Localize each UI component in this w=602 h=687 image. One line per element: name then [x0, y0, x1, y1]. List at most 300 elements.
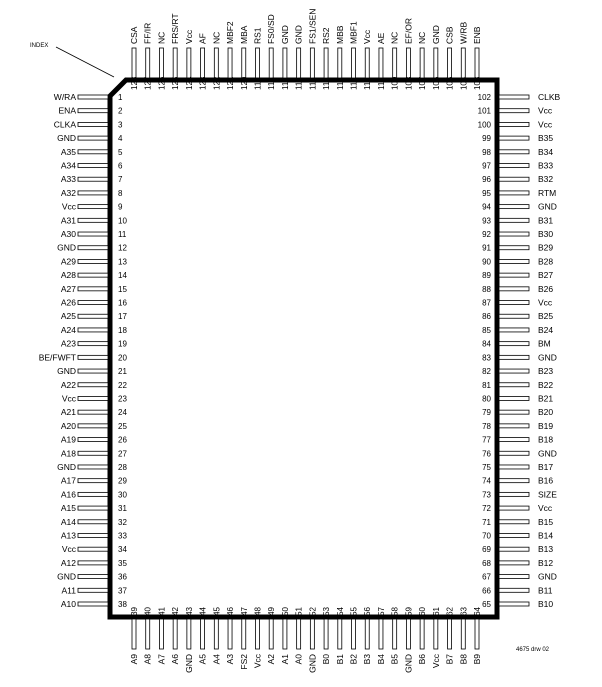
pin-number-label: 18	[118, 325, 127, 335]
index-pointer	[56, 47, 114, 77]
pin-name-label: RS2	[321, 27, 332, 44]
pin-name-label: A25	[60, 311, 76, 322]
pin-number-label: 45	[212, 607, 222, 616]
pin-name-label: BE/FWFT	[38, 352, 76, 363]
pin-number-label: 128	[130, 76, 139, 90]
pin-name-label: B24	[538, 324, 554, 335]
pin-name-label: A16	[60, 489, 76, 500]
pin-name-label: A4	[211, 654, 222, 665]
pin-name-label: A7	[156, 654, 167, 665]
pin-number-label: 34	[118, 545, 127, 555]
pin-name-label: B21	[538, 393, 554, 404]
pin-number-label: 66	[482, 586, 491, 596]
pin-number-label: 90	[482, 257, 491, 267]
pin-number-label: 93	[482, 216, 491, 226]
pin-name-label: Vcc	[538, 503, 553, 514]
pin-lead	[499, 520, 529, 524]
pin-name-label: B11	[538, 585, 553, 596]
pin-name-label: A12	[60, 557, 76, 568]
pin-name-label: NC	[417, 31, 428, 44]
pin-lead	[78, 588, 108, 592]
pin-name-label: A6	[170, 654, 181, 665]
pin-number-label: 62	[445, 607, 455, 616]
pin-lead	[499, 383, 529, 387]
pin-number-label: 43	[184, 607, 194, 616]
pin-number-label: 119	[253, 77, 263, 90]
pin-lead	[78, 369, 108, 373]
pin-name-label: GND	[307, 654, 318, 673]
pin-name-label: A27	[60, 283, 76, 294]
pin-number-label: 76	[482, 449, 491, 459]
pin-name-label: A31	[60, 215, 76, 226]
pin-lead	[255, 48, 259, 78]
pin-lead	[475, 48, 479, 78]
pin-number-label: 7	[118, 175, 123, 185]
pin-lead	[146, 48, 150, 78]
pin-lead	[499, 177, 529, 181]
pin-name-label: A29	[60, 256, 76, 267]
pin-lead	[214, 48, 218, 78]
pin-name-label: FS2	[238, 654, 249, 670]
pin-number-label: 15	[118, 284, 127, 294]
pin-lead	[78, 301, 108, 305]
pin-lead	[146, 619, 150, 649]
pin-name-label: B14	[538, 530, 554, 541]
pin-name-label: MBA	[238, 25, 249, 44]
pin-lead	[255, 619, 259, 649]
pin-number-label: 69	[482, 545, 491, 555]
pin-name-label: ENA	[58, 105, 76, 116]
pin-name-label: B8	[458, 654, 469, 665]
pin-lead	[499, 314, 529, 318]
pin-number-label: 84	[482, 339, 491, 349]
pin-lead	[448, 48, 452, 78]
pin-name-label: B10	[538, 599, 554, 609]
pin-lead	[214, 619, 218, 649]
pin-number-label: 114	[322, 77, 332, 90]
pin-name-label: Vcc	[430, 654, 441, 669]
pin-lead	[78, 520, 108, 524]
pin-lead	[499, 342, 529, 346]
pin-lead	[499, 424, 529, 428]
pin-number-label: 86	[482, 312, 491, 322]
pin-name-label: A19	[60, 434, 76, 445]
pin-lead	[78, 259, 108, 263]
pin-lead	[78, 575, 108, 579]
pin-number-label: 95	[482, 188, 491, 198]
pin-number-label: 41	[157, 607, 167, 616]
pin-number-label: 33	[118, 531, 127, 541]
pin-lead	[499, 150, 529, 154]
pin-name-label: Vcc	[538, 105, 553, 116]
pin-lead	[78, 164, 108, 168]
pin-lead	[159, 48, 163, 78]
pin-number-label: 67	[482, 572, 491, 582]
pin-number-label: 122	[212, 76, 222, 90]
pin-number-label: 68	[482, 558, 491, 568]
pin-number-label: 112	[349, 77, 359, 90]
pin-name-label: A3	[225, 654, 236, 665]
pin-name-label: MBF1	[348, 21, 359, 44]
pin-lead	[338, 48, 342, 78]
pin-name-label: B28	[538, 256, 554, 267]
pin-name-label: CSB	[444, 26, 455, 44]
pin-lead	[78, 410, 108, 414]
pin-number-label: 23	[118, 394, 127, 404]
pin-number-label: 60	[418, 607, 428, 616]
pin-name-label: B30	[538, 229, 554, 240]
pin-number-label: 51	[294, 607, 304, 616]
pin-number-label: 47	[239, 607, 249, 616]
pin-name-label: FS0/SD	[266, 14, 277, 44]
pin-name-label: CLKB	[538, 92, 561, 102]
pin-lead	[242, 48, 246, 78]
pin-lead	[499, 232, 529, 236]
pin-number-label: 10	[118, 216, 127, 226]
pin-number-label: 42	[171, 607, 181, 616]
pin-number-label: 64	[473, 607, 482, 616]
pin-lead	[78, 383, 108, 387]
pin-name-label: B33	[538, 160, 554, 171]
pin-name-label: MBB	[334, 25, 345, 44]
pin-number-label: 74	[482, 476, 491, 486]
pin-name-label: A26	[60, 297, 76, 308]
pin-lead	[499, 95, 529, 99]
pin-name-label: NC	[389, 31, 400, 44]
pin-lead	[78, 424, 108, 428]
pin-number-label: 59	[404, 607, 414, 616]
pin-name-label: GND	[538, 201, 557, 212]
pin-number-label: 55	[349, 607, 359, 616]
pin-name-label: B12	[538, 557, 554, 568]
pin-name-label: Vcc	[362, 29, 373, 44]
pin-lead	[338, 619, 342, 649]
pin-lead	[499, 164, 529, 168]
pin-lead	[78, 150, 108, 154]
pin-lead	[187, 619, 191, 649]
pin-lead	[499, 533, 529, 537]
pin-lead	[324, 48, 328, 78]
pin-name-label: B26	[538, 283, 554, 294]
pin-number-label: 79	[482, 408, 491, 418]
pin-lead	[499, 588, 529, 592]
pin-number-label: 88	[482, 284, 491, 294]
pin-name-label: B35	[538, 133, 554, 144]
pin-name-label: A9	[129, 654, 139, 665]
pin-name-label: A1	[279, 654, 290, 665]
pin-number-label: 121	[226, 76, 236, 90]
pin-lead	[420, 48, 424, 78]
pin-lead	[78, 191, 108, 195]
pin-number-label: 48	[253, 607, 263, 616]
pin-name-label: GND	[538, 571, 557, 582]
pin-name-label: Vcc	[538, 297, 553, 308]
pin-lead	[132, 48, 136, 78]
pin-name-label: GND	[430, 25, 441, 44]
pin-number-label: 3	[118, 120, 123, 130]
pin-lead	[393, 619, 397, 649]
pin-name-label: A23	[60, 338, 76, 349]
pin-name-label: Vcc	[252, 654, 263, 669]
pin-lead	[78, 205, 108, 209]
index-label: INDEX	[30, 43, 49, 49]
pin-lead	[78, 438, 108, 442]
pin-lead	[187, 48, 191, 78]
pin-lead	[499, 136, 529, 140]
pin-number-label: 118	[267, 77, 277, 90]
pin-lead	[78, 479, 108, 483]
pin-lead	[283, 619, 287, 649]
pin-number-label: 123	[198, 76, 208, 90]
pin-lead	[499, 465, 529, 469]
pin-number-label: 87	[482, 298, 491, 308]
pin-name-label: A32	[60, 187, 76, 198]
pin-lead	[78, 533, 108, 537]
pin-number-label: 94	[482, 202, 491, 212]
pin-lead	[78, 561, 108, 565]
pin-number-label: 83	[482, 353, 491, 363]
pin-lead	[499, 369, 529, 373]
pin-lead	[499, 561, 529, 565]
pin-name-label: A10	[60, 599, 76, 609]
pin-number-label: 24	[118, 408, 127, 418]
pin-lead	[499, 259, 529, 263]
pin-lead	[201, 48, 205, 78]
pin-lead	[173, 48, 177, 78]
pin-lead	[475, 619, 479, 649]
pin-number-label: 70	[482, 531, 491, 541]
pin-number-label: 26	[118, 435, 127, 445]
pin-name-label: A28	[60, 270, 76, 281]
pins-layer	[39, 9, 561, 673]
pin-number-label: 71	[482, 517, 491, 527]
pin-name-label: CLKA	[53, 119, 76, 130]
pin-lead	[173, 619, 177, 649]
pin-lead	[499, 205, 529, 209]
pin-name-label: B1	[334, 654, 345, 665]
pin-number-label: 54	[335, 607, 345, 616]
pin-lead	[78, 492, 108, 496]
pin-number-label: 58	[390, 607, 400, 616]
pin-lead	[78, 328, 108, 332]
pin-number-label: 11	[118, 230, 127, 240]
pin-number-label: 35	[118, 558, 127, 568]
pin-number-label: 78	[482, 421, 491, 431]
pin-name-label: A22	[60, 379, 76, 390]
pin-number-label: 99	[482, 134, 491, 144]
pin-name-label: NC	[156, 31, 167, 44]
pin-number-label: 106	[431, 76, 441, 90]
pin-name-label: NC	[211, 31, 222, 44]
pin-name-label: ENB	[472, 26, 482, 44]
pin-number-label: 75	[482, 462, 491, 472]
pin-number-label: 32	[118, 517, 127, 527]
pin-name-label: A24	[60, 324, 76, 335]
pin-number-label: 30	[118, 490, 127, 500]
pin-number-label: 107	[418, 76, 428, 90]
pin-number-label: 9	[118, 202, 123, 212]
pin-number-label: 108	[404, 76, 414, 90]
pin-lead	[499, 575, 529, 579]
pin-lead	[78, 218, 108, 222]
pin-lead	[499, 301, 529, 305]
pin-lead	[499, 396, 529, 400]
pin-lead	[499, 547, 529, 551]
pin-number-label: 109	[390, 76, 400, 90]
pin-name-label: RTM	[538, 187, 557, 198]
pin-lead	[393, 48, 397, 78]
pin-name-label: RS1	[252, 27, 263, 44]
pin-number-label: 14	[118, 271, 127, 281]
pin-lead	[499, 273, 529, 277]
pin-lead	[499, 122, 529, 126]
pin-lead	[499, 451, 529, 455]
pin-name-label: B5	[389, 654, 400, 665]
pin-number-label: 29	[118, 476, 127, 486]
pin-name-label: GND	[538, 352, 557, 363]
pin-name-label: GND	[57, 133, 76, 144]
pin-number-label: 8	[118, 188, 123, 198]
pin-lead	[78, 355, 108, 359]
pin-lead	[499, 438, 529, 442]
pin-number-label: 21	[118, 367, 127, 377]
pin-name-label: A33	[60, 174, 76, 185]
pin-name-label: A20	[60, 420, 76, 431]
pin-number-label: 22	[118, 380, 127, 390]
pin-lead	[461, 48, 465, 78]
pin-lead	[499, 246, 529, 250]
pin-number-label: 104	[459, 76, 469, 90]
pin-number-label: 38	[118, 600, 127, 609]
pin-lead	[297, 48, 301, 78]
pin-lead	[78, 232, 108, 236]
pin-number-label: 49	[267, 607, 277, 616]
pin-number-label: 125	[171, 76, 181, 90]
pin-lead	[434, 48, 438, 78]
pin-number-label: 82	[482, 367, 491, 377]
pin-name-label: B4	[375, 654, 386, 665]
pin-name-label: GND	[279, 25, 290, 44]
pin-name-label: A13	[60, 530, 76, 541]
pin-name-label: CSA	[129, 26, 139, 44]
pin-number-label: 31	[118, 504, 127, 514]
pin-lead	[78, 95, 108, 99]
pin-lead	[78, 602, 108, 606]
pin-lead	[499, 479, 529, 483]
pin-name-label: FF/IR	[142, 22, 153, 44]
pin-number-label: 53	[322, 607, 332, 616]
pin-number-label: 36	[118, 572, 127, 582]
pin-number-label: 101	[477, 106, 491, 116]
drawing-reference: 4675 drw 02	[516, 647, 550, 653]
pin-name-label: Vcc	[61, 544, 76, 555]
pin-lead	[310, 48, 314, 78]
pin-number-label: 115	[308, 77, 318, 90]
pin-name-label: B19	[538, 420, 554, 431]
pin-name-label: B27	[538, 270, 554, 281]
pin-lead	[242, 619, 246, 649]
pin-number-label: 57	[376, 607, 386, 616]
pin-name-label: MBF2	[225, 21, 236, 44]
pin-name-label: A34	[60, 160, 76, 171]
pin-number-label: 116	[294, 77, 304, 90]
pin-name-label: B16	[538, 475, 554, 486]
pin-number-label: 44	[198, 607, 208, 616]
pin-number-label: 111	[363, 77, 373, 90]
pin-name-label: B29	[538, 242, 554, 253]
pin-lead	[406, 619, 410, 649]
pin-lead	[499, 109, 529, 113]
pin-lead	[461, 619, 465, 649]
pin-name-label: A11	[61, 585, 76, 596]
pin-name-label: Vcc	[538, 119, 553, 130]
pin-number-label: 4	[118, 134, 123, 144]
pin-number-label: 102	[477, 93, 491, 102]
pin-lead	[78, 273, 108, 277]
pin-lead	[297, 619, 301, 649]
pin-lead	[434, 619, 438, 649]
pin-number-label: 27	[118, 449, 127, 459]
pin-name-label: B2	[348, 654, 359, 665]
pin-number-label: 56	[363, 607, 373, 616]
pin-number-label: 61	[431, 607, 441, 616]
pin-name-label: Vcc	[61, 393, 76, 404]
pin-number-label: 96	[482, 175, 491, 185]
pin-lead	[78, 246, 108, 250]
pin-lead	[406, 48, 410, 78]
pin-number-label: 50	[280, 607, 290, 616]
pin-name-label: B23	[538, 366, 554, 377]
pin-lead	[78, 506, 108, 510]
pin-lead	[132, 619, 136, 649]
pin-number-label: 105	[445, 76, 455, 90]
pin-number-label: 40	[143, 607, 153, 616]
pin-lead	[352, 48, 356, 78]
pin-lead	[283, 48, 287, 78]
pin-lead	[499, 410, 529, 414]
pin-name-label: GND	[57, 366, 76, 377]
pin-number-label: 91	[482, 243, 491, 253]
pin-name-label: BM	[538, 338, 551, 349]
pin-lead	[379, 619, 383, 649]
pin-name-label: FS1/SEN	[307, 8, 318, 44]
pin-lead	[324, 619, 328, 649]
pin-lead	[499, 602, 529, 606]
pin-number-label: 117	[280, 77, 290, 90]
pin-name-label: B15	[538, 516, 554, 527]
pin-name-label: B34	[538, 146, 554, 157]
pin-lead	[78, 177, 108, 181]
pin-name-label: B7	[444, 654, 455, 665]
pin-name-label: SIZE	[538, 489, 557, 500]
pin-name-label: EF/OR	[403, 18, 414, 44]
pin-lead	[448, 619, 452, 649]
pin-lead	[78, 342, 108, 346]
pin-name-label: A15	[60, 503, 76, 514]
pin-lead	[78, 451, 108, 455]
pin-number-label: 52	[308, 607, 318, 616]
pin-number-label: 39	[130, 607, 139, 616]
pin-name-label: GND	[403, 654, 414, 673]
pin-number-label: 103	[473, 76, 482, 90]
pin-name-label: A2	[266, 654, 277, 665]
pin-name-label: Vcc	[183, 29, 194, 44]
pin-number-label: 17	[118, 312, 127, 322]
pin-number-label: 1	[118, 93, 123, 102]
pin-number-label: 89	[482, 271, 491, 281]
pin-number-label: 2	[118, 106, 123, 116]
pin-lead	[499, 328, 529, 332]
